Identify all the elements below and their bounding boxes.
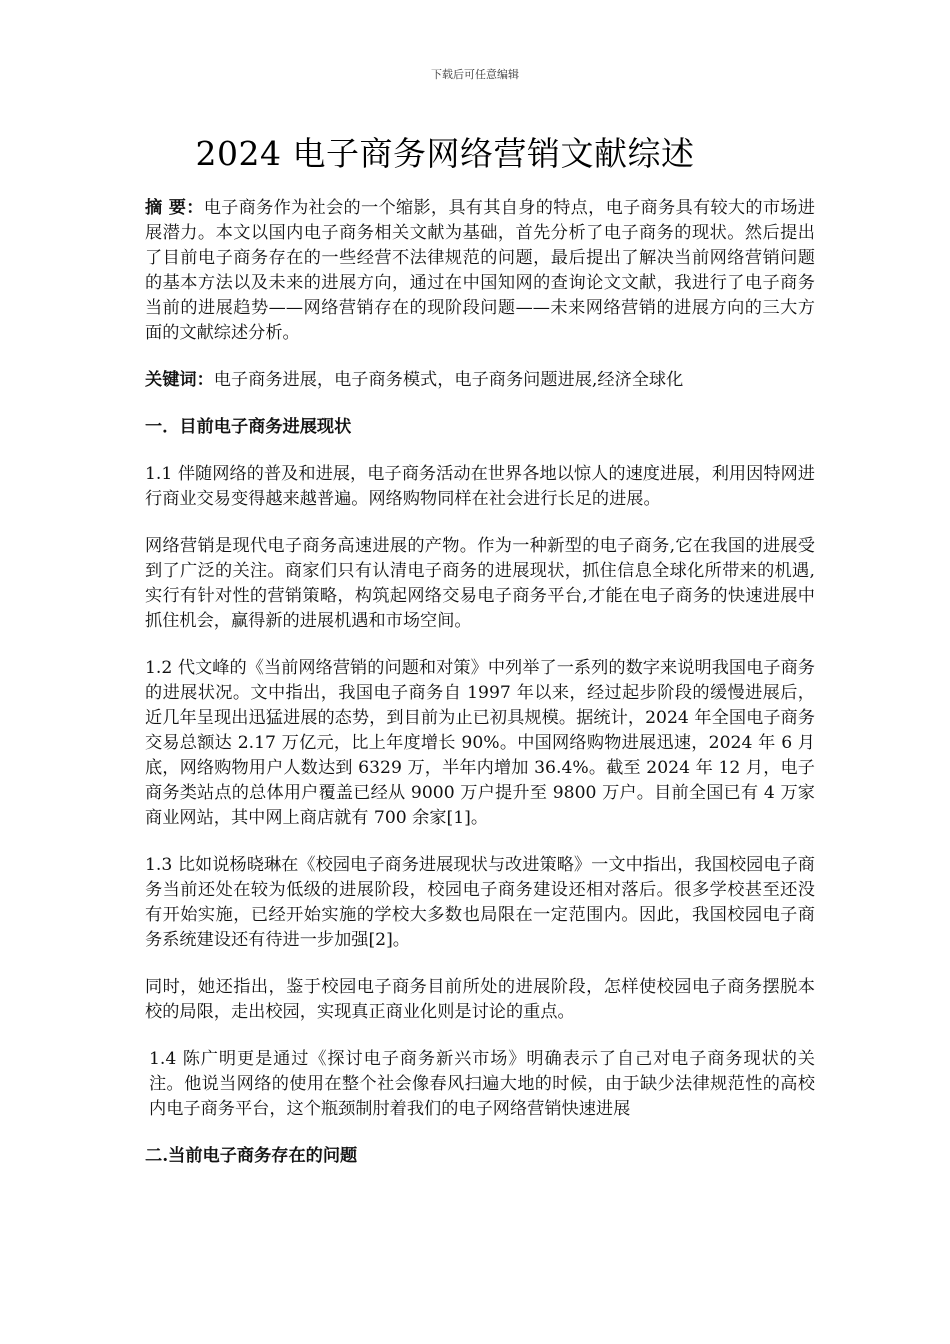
- paragraph-1-1: 1.1 伴随网络的普及和进展，电子商务活动在世界各地以惊人的速度进展，利用因特网进行商业交易变得越来越普遍。网络购物同样在社会进行长足的进展。: [145, 464, 815, 509]
- document-title: 2024 电子商务网络营销文献综述: [195, 134, 695, 173]
- paragraph-1-3: 1.3 比如说杨晓琳在《校园电子商务进展现状与改进策略》一文中指出，我国校园电子商务当前还处在较为低级的进展阶段，校园电子商务建设还相对落后。很多学校甚至还没有开始实施，已经开始实施的学校大多数也局限在一定范围内。因此，我国校园电子商务系统建设还有待进一步加强[2]。: [145, 855, 815, 950]
- paragraph-1-2: 1.2 代文峰的《当前网络营销的问题和对策》中列举了一系列的数字来说明我国电子商务的进展状况。文中指出，我国电子商务自 1997 年以来，经过起步阶段的缓慢进展后，近几年呈现出迅猛进展的态势，到目前为止已初具规模。据统计，2024 年全国电子商务交易总额达 2.17 万亿元，比上年度增长 90%。中国网络购物进展迅速，2024 年 6 月底，网络购物用户人数达到 6329 万，半年内增加 36.4%。截至 2024 年 12 月，电子商务类站点的总体用户覆盖已经从 9000 万户提升至 9800 万户。目前全国已有 4 万家商业网站，其中网上商店就有 700 余家[1]。: [145, 658, 815, 828]
- paragraph-1-1b: 网络营销是现代电子商务高速进展的产物。作为一种新型的电子商务,它在我国的进展受到了广泛的关注。商家们只有认清电子商务的进展现状，抓住信息全球化所带来的机遇,实行有针对性的营销策略，构筑起网络交易电子商务平台,才能在电子商务的快速进展中抓住机会，赢得新的进展机遇和市场空间。: [145, 536, 815, 631]
- abstract-label: 摘 要：: [145, 198, 204, 218]
- paragraph-1-3b: 同时，她还指出，鉴于校园电子商务目前所处的进展阶段，怎样使校园电子商务摆脱本校的局限，走出校园，实现真正商业化则是讨论的重点。: [145, 977, 815, 1022]
- keywords-paragraph: [145, 368, 815, 393]
- paragraph-1-4: 1.4 陈广明更是通过《探讨电子商务新兴市场》明确表示了自己对电子商务现状的关注。他说当网络的使用在整个社会像春风扫遍大地的时候，由于缺少法律规范性的高校内电子商务平台，这个瓶颈制肘着我们的电子网络营销快速进展: [149, 1049, 815, 1119]
- abstract-paragraph: [145, 196, 815, 346]
- section-2-heading: 二.当前电子商务存在的问题: [145, 1146, 358, 1166]
- header-note: 下载后可任意编辑: [431, 68, 519, 81]
- abstract-text: 电子商务作为社会的一个缩影，具有其自身的特点，电子商务具有较大的市场进展潜力。本文以国内电子商务相关文献为基础，首先分析了电子商务的现状。然后提出了目前电子商务存在的一些经营不法律规范的问题，最后提出了解决当前网络营销问题的基本方法以及未来的进展方向，通过在中国知网的查询论文文献，我进行了电子商务当前的进展趋势——网络营销存在的现阶段问题——未来网络营销的进展方向的三大方面的文献综述分析。: [145, 198, 815, 343]
- keywords-label: 关键词：: [145, 370, 214, 390]
- keywords-text: 电子商务进展，电子商务模式，电子商务问题进展,经济全球化: [213, 370, 684, 390]
- section-1-heading: 一．目前电子商务进展现状: [145, 417, 352, 437]
- document-body: [145, 196, 815, 1191]
